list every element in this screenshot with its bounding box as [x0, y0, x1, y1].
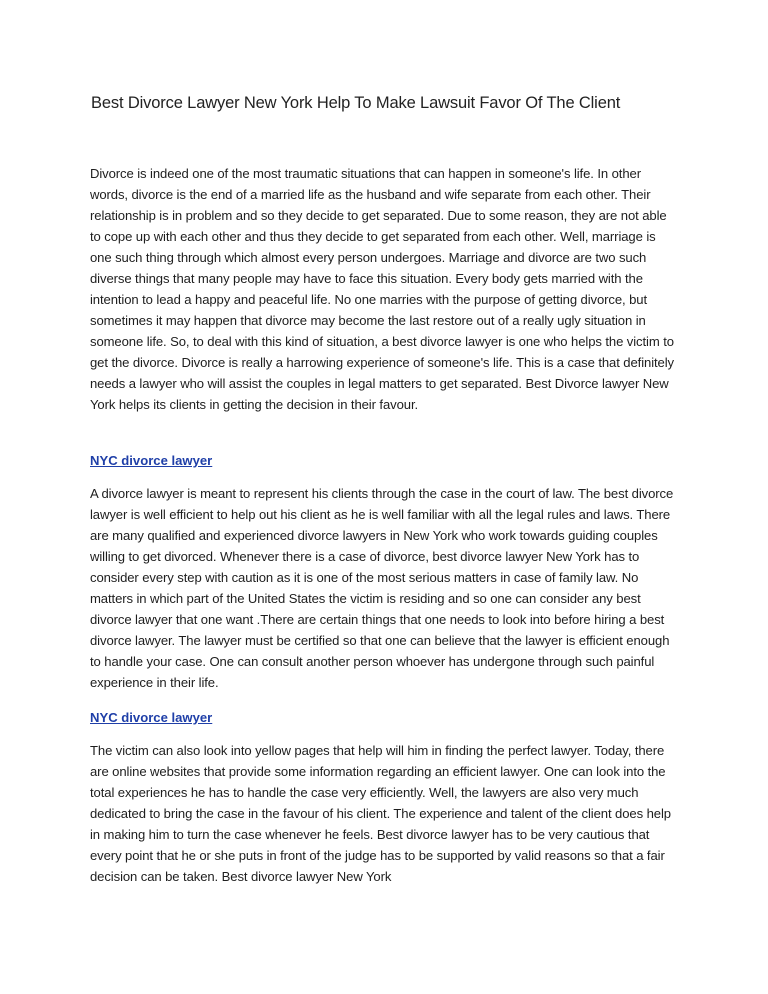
paragraph-intro: Divorce is indeed one of the most traumatic situations that can happen in someone's life. In other words, divorce is the end of a married life as the husband and wife separate from each other. Their relationship is in problem and so they decide to get separated. Due to some reason, they are not able to cope up with each other and thus they decide to get separated from each other. Well, marriage is one such thing through which almost every person undergoes. Marriage and divorce are two such diverse things that many people may have to face this situation. Every body gets married with the intention to lead a happy and peaceful life. No one marries with the purpose of getting divorce, but sometimes it may happen that divorce may become the last restore out of a really ugly situation in someone life. So, to deal with this kind of situation, a best divorce lawyer is one who helps the victim to get the divorce. Divorce is really a harrowing experience of someone's life. This is a case that definitely needs a lawyer who will assist the couples in legal matters to get separated. Best Divorce lawyer New York helps its clients in getting the decision in their favour. [90, 166, 674, 412]
nyc-divorce-lawyer-link[interactable]: NYC divorce lawyer [90, 453, 213, 468]
paragraph-finding-lawyer: The victim can also look into yellow pages that help will him in finding the perfect lawyer. Today, there are online websites that provide some information regarding an efficient lawyer. One can look into the total experiences he has to handle the case very efficiently. Well, the lawyers are also very much dedicated to bring the case in the favour of his client. The experience and talent of the client does help in making him to turn the case whenever he feels. Best divorce lawyer has to be very cautious that every point that he or she puts in front of the judge has to be supported by valid reasons so that a fair decision can be taken. Best divorce lawyer New York [90, 743, 671, 884]
page-title: Best Divorce Lawyer New York Help To Make Lawsuit Favor Of The Client [91, 94, 621, 112]
nyc-divorce-lawyer-link-2[interactable]: NYC divorce lawyer [90, 710, 213, 725]
paragraph-lawyer-role: A divorce lawyer is meant to represent his clients through the case in the court of law. The best divorce lawyer is well efficient to help out his client as he is well familiar with all the legal rules and laws. There are many qualified and experienced divorce lawyers in New York who work towards guiding couples willing to get divorced. Whenever there is a case of divorce, best divorce lawyer New York has to consider every step with caution as it is one of the most serious matters in case of family law. No matters in which part of the United States the victim is residing and so one can consider any best divorce lawyer that one want .There are certain things that one needs to look into before hiring a best divorce lawyer. The lawyer must be certified so that one can believe that the lawyer is efficient enough to handle your case. One can consult another person whoever has undergone through such painful experience in their life. [90, 486, 674, 690]
